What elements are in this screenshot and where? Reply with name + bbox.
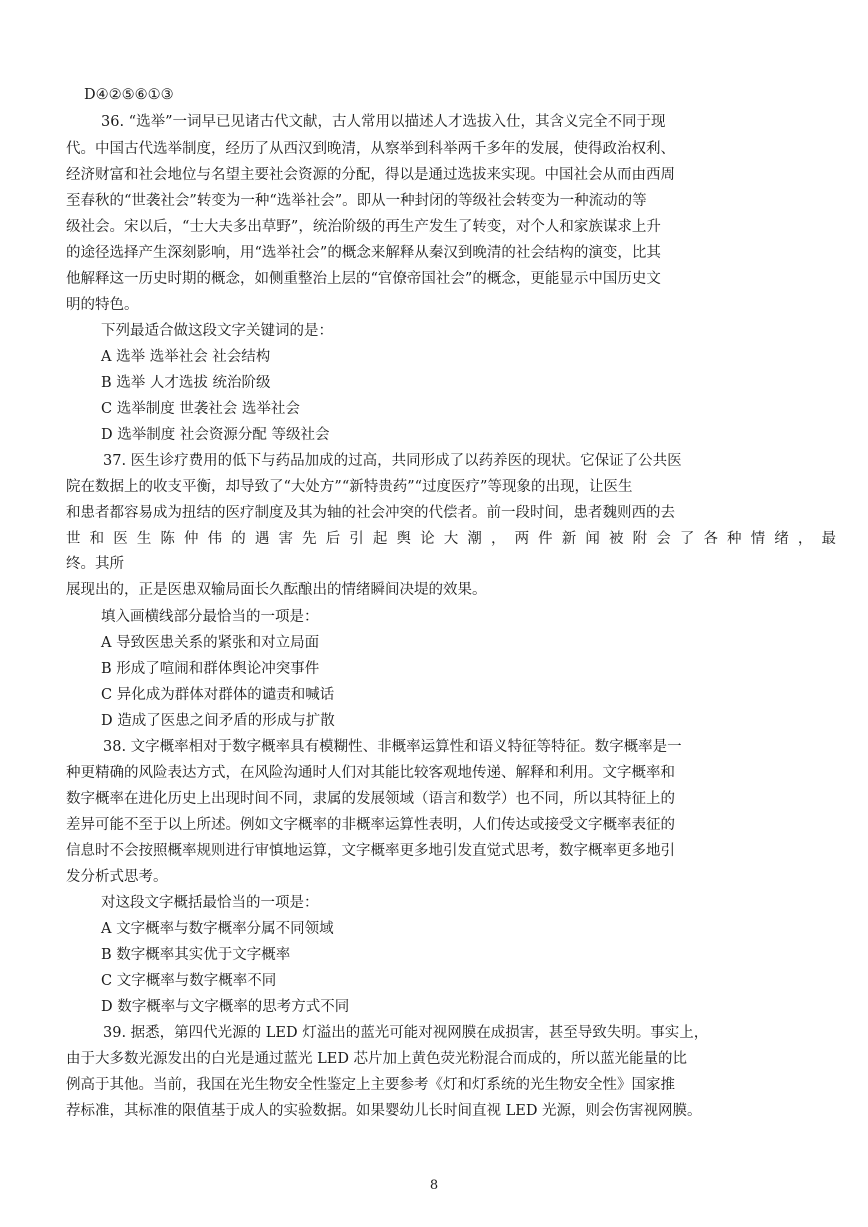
q38-line: 发分析式思考。 xyxy=(66,869,168,885)
q36-line: 经济财富和社会地位与名望主要社会资源的分配，得以是通过选拔来实现。中国社会从而由西周 xyxy=(66,167,675,183)
q36-option-c: C 选举制度 世袭社会 选举社会 xyxy=(101,401,300,417)
q39-line: 由于大多数光源发出的白光是通过蓝光 LED 芯片加上黄色荧光粉混合而成的，所以蓝光能量的比 xyxy=(66,1051,688,1067)
q37-line: 院在数据上的收支平衡，却导致了“大处方”“新特贵药”“过度医疗”等现象的出现，让医生 xyxy=(66,479,633,495)
q36-line: 代。中国古代选举制度，经历了从西汉到晚清，从察举到科举两千多年的发展，使得政治权利、 xyxy=(66,141,675,157)
q35-option-d-tail: D④②⑤⑥①③ xyxy=(84,87,174,103)
q38-option-a: A 文字概率与数字概率分属不同领域 xyxy=(101,921,334,937)
q38-line: 数字概率在进化历史上出现时间不同，隶属的发展领域（语言和数学）也不同，所以其特征上的 xyxy=(66,791,675,807)
q36-line: 至春秋的“世袭社会”转变为一种“选举社会”。即从一种封闭的等级社会转变为一种流动的等 xyxy=(66,193,647,209)
q36-prompt: 下列最适合做这段文字关键词的是： xyxy=(101,323,333,339)
q38-line: 种更精确的风险表达方式，在风险沟通时人们对其能比较客观地传递、解释和利用。文字概率和 xyxy=(66,765,675,781)
q39-line: 例高于其他。当前，我国在光生物安全性鉴定上主要参考《灯和灯系统的光生物安全性》国家推 xyxy=(66,1077,675,1093)
q38-line: 差异可能不至于以上所述。例如文字概率的非概率运算性表明，人们传达或接受文字概率表征的 xyxy=(66,817,675,833)
q38-option-b: B 数字概率其实优于文字概率 xyxy=(101,947,291,963)
q37-option-a: A 导致医患关系的紧张和对立局面 xyxy=(101,635,320,651)
q36-line: 级社会。宋以后，“士大夫多出草野”，统治阶级的再生产发生了转变，对个人和家族谋求上升 xyxy=(66,219,661,235)
q37-line: 和患者都容易成为扭结的医疗制度及其为轴的社会冲突的代偿者。前一段时间，患者魏则西的去 xyxy=(66,505,675,521)
q36-line: 36. “选举”一词早已见诸古代文献，古人常用以描述人才选拔入仕，其含义完全不同于现 xyxy=(101,114,666,130)
q37-option-b: B 形成了喧闹和群体舆论冲突事件 xyxy=(101,661,320,677)
q38-option-d: D 数字概率与文字概率的思考方式不同 xyxy=(101,999,350,1015)
q36-line: 明的特色。 xyxy=(66,297,139,313)
q36-option-d: D 选举制度 社会资源分配 等级社会 xyxy=(101,427,330,443)
q39-line: 39. 据悉，第四代光源的 LED 灯溢出的蓝光可能对视网膜在成损害，甚至导致失明。事实上， xyxy=(103,1025,709,1041)
page-number: 8 xyxy=(429,1178,439,1193)
q37-line: 37. 医生诊疗费用的低下与药品加成的过高，共同形成了以药养医的现状。它保证了公共医 xyxy=(103,453,682,469)
q37-line: 展现出的，正是医患双输局面长久酝酿出的情绪瞬间决堤的效果。 xyxy=(66,582,487,598)
q36-line: 的途径选择产生深刻影响，用“选举社会”的概念来解释从秦汉到晚清的社会结构的演变，比其 xyxy=(66,245,661,261)
q37-prompt: 填入画横线部分最恰当的一项是： xyxy=(101,609,319,625)
q38-prompt: 对这段文字概括最恰当的一项是： xyxy=(101,895,319,911)
q38-line: 信息时不会按照概率规则进行审慎地运算，文字概率更多地引发直觉式思考，数字概率更多地引 xyxy=(66,843,675,859)
q38-option-c: C 文字概率与数字概率不同 xyxy=(101,973,277,989)
q39-line: 荐标准，其标准的限值基于成人的实验数据。如果婴幼儿长时间直视 LED 光源，则会伤害视网膜。 xyxy=(66,1103,702,1119)
q37-line-justified: 世和医生陈仲伟的遇害先后引起舆论大潮，两件新闻被附会了各种情绪，最 xyxy=(66,531,836,547)
q37-line: 终。其所 xyxy=(66,556,124,572)
q37-option-c: C 异化成为群体对群体的谴责和喊话 xyxy=(101,687,335,703)
q37-option-d: D 造成了医患之间矛盾的形成与扩散 xyxy=(101,713,335,729)
q36-option-b: B 选举 人才选拔 统治阶级 xyxy=(101,375,271,391)
q36-option-a: A 选举 选举社会 社会结构 xyxy=(101,349,271,365)
q36-line: 他解释这一历史时期的概念，如侧重整治上层的“官僚帝国社会”的概念，更能显示中国历史文 xyxy=(66,271,661,287)
q38-line: 38. 文字概率相对于数字概率具有模糊性、非概率运算性和语义特征等特征。数字概率是一 xyxy=(103,739,682,755)
